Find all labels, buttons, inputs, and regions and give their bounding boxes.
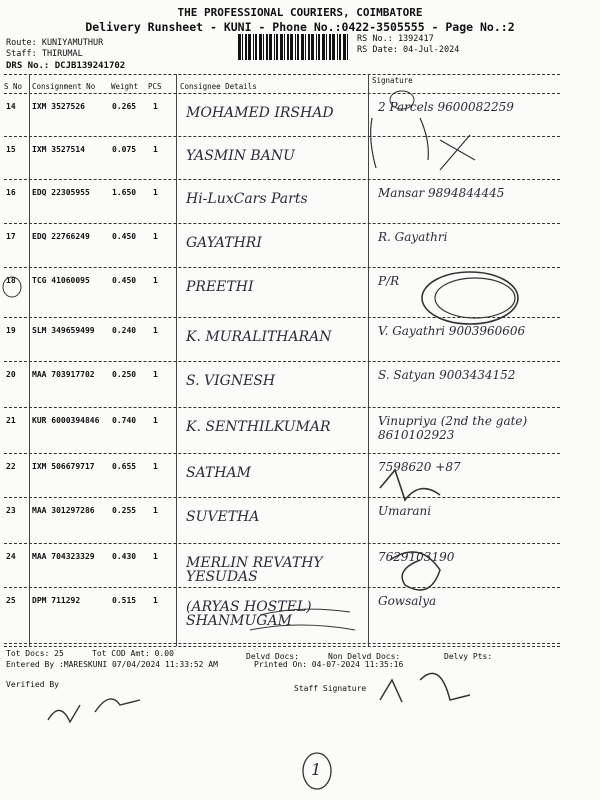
col-weight: Weight (111, 82, 139, 91)
row-signature: S. Satyan 9003434152 (378, 368, 516, 382)
col-consignee: Consignee Details (180, 82, 257, 91)
delvd-docs: Delvd Docs: (246, 652, 299, 661)
row-weight: 0.075 (112, 145, 137, 154)
row-signature: Gowsalya (378, 594, 437, 608)
row-consignment-no: IXM 3527526 (32, 102, 85, 111)
row-weight: 0.255 (112, 506, 137, 515)
row-consignee: SATHAM (186, 465, 251, 481)
col-signature: Signature (372, 76, 413, 85)
route-label: Route: KUNIYAMUTHUR (6, 38, 104, 48)
row-pcs: 1 (153, 462, 158, 471)
row-weight: 0.265 (112, 102, 137, 111)
col-sno: S No (4, 82, 23, 91)
row-pcs: 1 (153, 416, 158, 425)
delvy-pts: Delvy Pts: (444, 652, 493, 661)
row-consignee: MOHAMED IRSHAD (186, 105, 334, 121)
row-weight: 0.250 (112, 370, 137, 379)
row-consignment-no: IXM 3527514 (32, 145, 85, 154)
row-consignment-no: TCG 41060095 (32, 276, 90, 285)
runsheet-subtitle: Delivery Runsheet - KUNI - Phone No.:0422-3505555 - Page No.:2 (85, 20, 515, 34)
row-consignment-no: EDQ 22766249 (32, 232, 90, 241)
row-consignee: Hi-LuxCars Parts (186, 191, 308, 207)
col-consignment: Consignment No (32, 82, 96, 91)
non-delvd-docs: Non Delvd Docs: (328, 652, 401, 661)
row-signature: Umarani (378, 504, 432, 518)
row-signature: P/R (378, 274, 400, 288)
row-pcs: 1 (153, 276, 158, 285)
verified-by: Verified By (6, 680, 59, 689)
row-signature: Vinupriya (2nd the gate) 8610102923 (378, 414, 528, 442)
footer-divider (4, 646, 560, 647)
row-weight: 0.450 (112, 232, 137, 241)
row-consignment-no: KUR 6000394846 (32, 416, 100, 425)
row-weight: 0.740 (112, 416, 137, 425)
row-consignee: MERLIN REVATHY YESUDAS (186, 555, 323, 585)
printed-on: Printed On: 04-07-2024 11:35:16 (254, 660, 404, 669)
row-sno: 16 (6, 188, 16, 197)
row-sno: 18 (6, 276, 16, 285)
row-pcs: 1 (153, 188, 158, 197)
row-sno: 24 (6, 552, 16, 561)
company-title: THE PROFESSIONAL COURIERS, COIMBATORE (177, 6, 423, 19)
row-sno: 25 (6, 596, 16, 605)
row-weight: 0.240 (112, 326, 137, 335)
row-pcs: 1 (153, 596, 158, 605)
drs-number: DRS No.: DCJB139241702 (6, 61, 126, 71)
row-sno: 15 (6, 145, 16, 154)
row-consignee: K. MURALITHARAN (186, 329, 332, 345)
row-pcs: 1 (153, 370, 158, 379)
total-cod: Tot COD Amt: 0.00 (92, 649, 174, 658)
row-pcs: 1 (153, 506, 158, 515)
row-weight: 0.655 (112, 462, 137, 471)
row-consignment-no: EDQ 22305955 (32, 188, 90, 197)
row-signature: V. Gayathri 9003960606 (378, 324, 526, 338)
row-pcs: 1 (153, 145, 158, 154)
rs-date: RS Date: 04-Jul-2024 (357, 45, 460, 55)
row-sno: 19 (6, 326, 16, 335)
row-sno: 22 (6, 462, 16, 471)
row-sno: 20 (6, 370, 16, 379)
staff-label: Staff: THIRUMAL (6, 49, 83, 59)
row-consignment-no: DPM 711292 (32, 596, 81, 605)
row-sno: 17 (6, 232, 16, 241)
row-pcs: 1 (153, 102, 158, 111)
row-consignment-no: MAA 704323329 (32, 552, 95, 561)
row-consignment-no: IXM 506679717 (32, 462, 95, 471)
row-pcs: 1 (153, 552, 158, 561)
row-signature: Mansar 9894844445 (378, 186, 505, 200)
row-sno: 14 (6, 102, 16, 111)
row-consignee: GAYATHRI (186, 235, 262, 251)
row-consignee: YASMIN BANU (186, 148, 295, 164)
row-weight: 0.515 (112, 596, 137, 605)
row-weight: 0.430 (112, 552, 137, 561)
row-pcs: 1 (153, 232, 158, 241)
page-mark: 1 (311, 760, 322, 779)
row-consignment-no: MAA 301297286 (32, 506, 95, 515)
staff-signature: Staff Signature (294, 684, 367, 693)
row-weight: 1.650 (112, 188, 137, 197)
entered-by: Entered By :MARESKUNI 07/04/2024 11:33:52 AM (6, 660, 218, 669)
row-sno: 21 (6, 416, 16, 425)
row-signature: 7629103190 (378, 550, 455, 564)
row-consignee: PREETHI (186, 279, 254, 295)
row-consignee: SUVETHA (186, 509, 260, 525)
row-signature: R. Gayathri (378, 230, 448, 244)
row-consignment-no: SLM 349659499 (32, 326, 95, 335)
row-signature: 7598620 +87 (378, 460, 461, 474)
total-docs: Tot Docs: 25 (6, 649, 64, 658)
rs-number: RS No.: 1392417 (357, 34, 434, 44)
row-sno: 23 (6, 506, 16, 515)
col-pcs: PCS (148, 82, 162, 91)
row-consignee: (ARYAS HOSTEL) SHANMUGAM (186, 599, 312, 629)
row-consignee: K. SENTHILKUMAR (186, 419, 331, 435)
row-pcs: 1 (153, 326, 158, 335)
row-signature: 2 Parcels 9600082259 (378, 100, 514, 114)
row-weight: 0.450 (112, 276, 137, 285)
row-consignment-no: MAA 703917702 (32, 370, 95, 379)
row-consignee: S. VIGNESH (186, 373, 276, 389)
